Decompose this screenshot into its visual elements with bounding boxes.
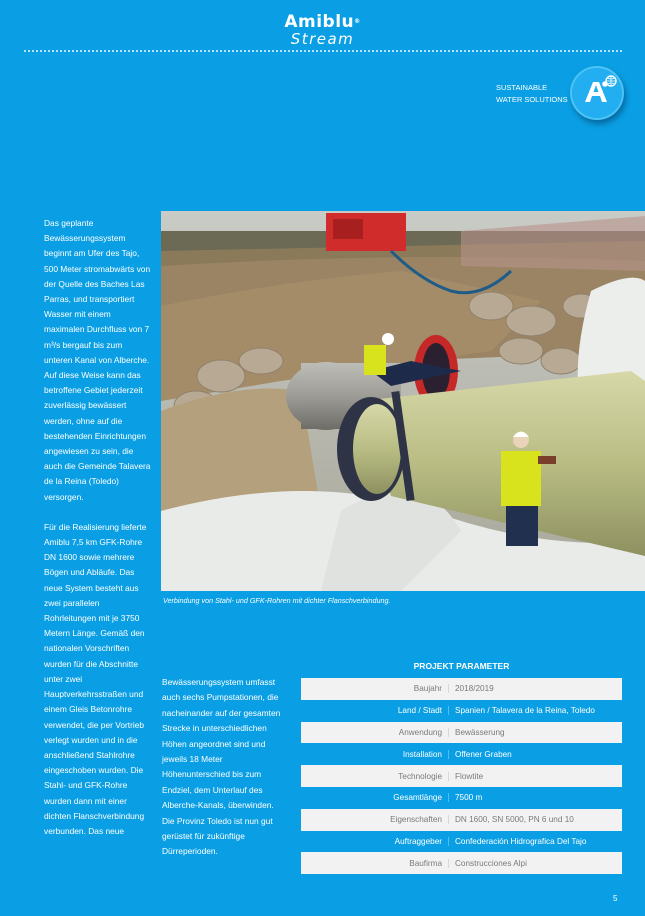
param-value: DN 1600, SN 5000, PN 6 und 10 [448, 815, 622, 824]
param-value: Spanien / Talavera de la Reina, Toledo [448, 706, 622, 715]
param-label: Gesamtlänge [393, 793, 442, 803]
param-label: Baufirma [409, 858, 442, 868]
params-row [301, 700, 622, 722]
param-value: Confederación Hidrografica Del Tajo [448, 837, 622, 846]
tagline-line-1: SUSTAINABLE [496, 83, 548, 92]
param-value: Offener Graben [448, 750, 622, 759]
body-paragraph-3: Bewässerungssystem umfasst auch sechs Pumpstationen, die nacheinander auf der gesamten Strecke in unterschiedlichen Höhen angeordnet sind und jeweils 18 Meter Höhenunterschied bis zum Endziel, dem Unterlauf des Alberche-Kanals, überwinden. Die Provinz Toledo ist nun gut gerüstet für zukünftige Dürreperioden. [162, 677, 281, 857]
body-column-2 [162, 675, 284, 860]
param-label: Technologie [398, 771, 442, 781]
params-row [301, 831, 622, 853]
param-label: Baujahr [413, 684, 442, 694]
body-paragraph-2: Für die Realisierung lieferte Amiblu 7,5 km GFK-Rohre DN 1600 sowie mehrere Bögen und Abläufe. Das neue System besteht aus zwei parallelen Rohrleitungen mit je 3750 Metern Länge. Gemäß den nationalen Vorschriften wurden für die Abschnitte unter zwei Hauptverkehrsstraßen und einem Gleis Betonrohre verwendet, die per Vortrieb verlegt wurden und in die anschließend Stahlrohre eingeschoben wurden. Die Stahl- und GFK-Rohre wurden dann mit einer dichten Flanschverbindung verbunden. Das neue [44, 521, 147, 836]
registered-mark: ® [354, 18, 361, 25]
page-number: 5 [613, 894, 618, 903]
params-row [301, 678, 622, 700]
body-paragraph-1: Das geplante Bewässerungssystem beginnt am Ufer des Tajo, 500 Meter stromabwärts von der Quelle des Baches Las Parras, und transportiert Wasser mit einem maximalen Durchfluss von 7 m³/s bergauf bis zum unteren Kanal von Alberche. Auf diese Weise kann das betroffene Gebiet jederzeit zuverlässig bewässert werden, ohne auf die bestehenden Einrichtungen angewiesen zu sein, die auch die Gemeinde Talavera de la Reina (Toledo) versorgen. [44, 218, 151, 502]
param-value: 2018/2019 [448, 684, 622, 693]
param-value: Construcciones Alpi [448, 859, 622, 868]
tagline [496, 82, 568, 106]
params-title: PROJEKT PARAMETER [413, 661, 510, 671]
amiblu-a-icon [570, 66, 624, 120]
params-row [301, 743, 622, 765]
photo-caption: Verbindung von Stahl- und GFK-Rohren mit dichter Flanschverbindung. [163, 596, 391, 605]
project-parameters-table [301, 660, 622, 874]
amiblu-stream-logo [0, 13, 645, 47]
param-label: Auftraggeber [394, 836, 442, 846]
product-name: Stream [290, 30, 355, 48]
brand-name: Amiblu [284, 12, 355, 32]
header-divider [24, 50, 622, 52]
params-row [301, 852, 622, 874]
params-row [301, 809, 622, 831]
param-value: Flowtite [448, 772, 622, 781]
param-label: Anwendung [398, 727, 442, 737]
params-row [301, 722, 622, 744]
construction-photo [161, 211, 645, 591]
param-value: Bewässerung [448, 728, 622, 737]
params-row [301, 787, 622, 809]
tagline-line-2: WATER SOLUTIONS [496, 95, 568, 104]
param-value: 7500 m [448, 793, 622, 802]
params-row [301, 765, 622, 787]
param-label: Installation [402, 749, 442, 759]
param-label: Eigenschaften [390, 815, 442, 825]
body-column-1 [44, 216, 152, 854]
param-label: Land / Stadt [397, 706, 442, 716]
